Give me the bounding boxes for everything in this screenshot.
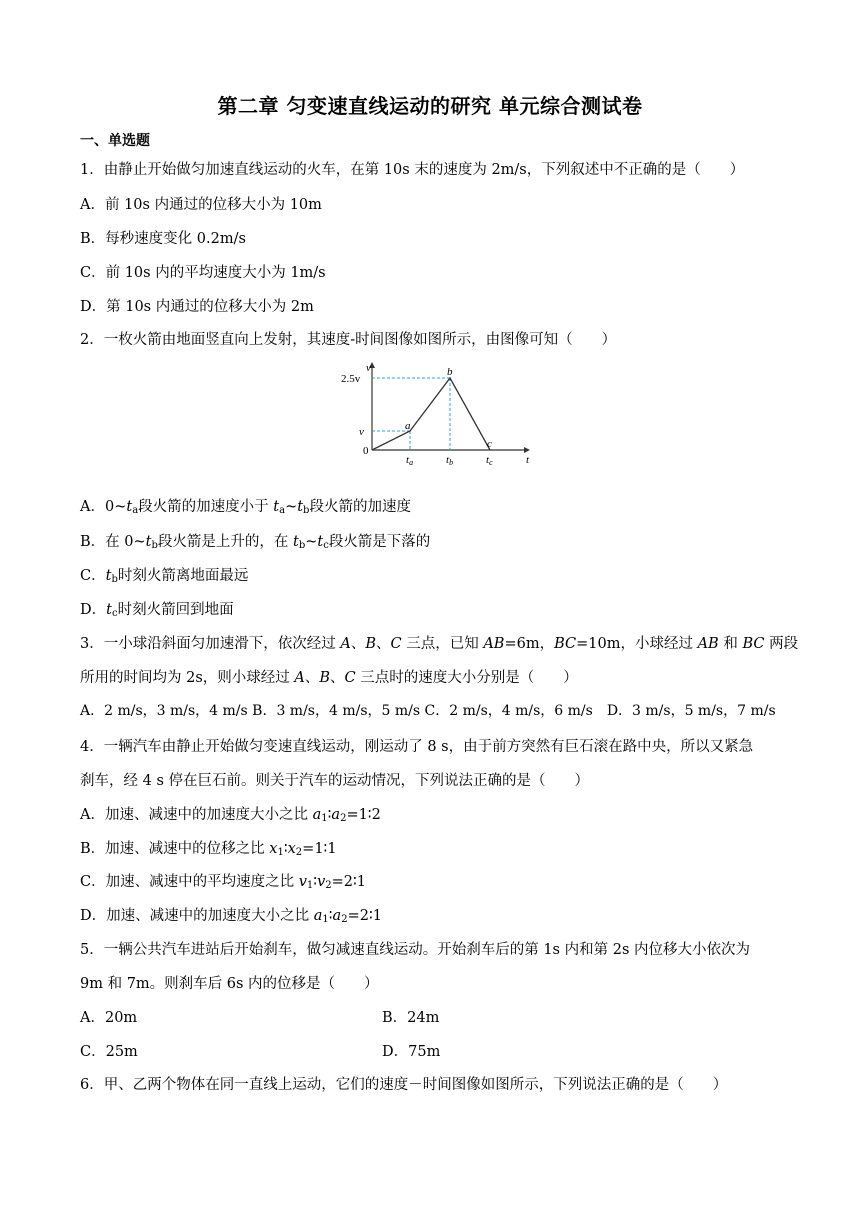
- q3-options[interactable]: A．2 m/s，3 m/s，4 m/s B．3 m/s，4 m/s，5 m/s C．2 m/s，4 m/s，6 m/s D．3 m/s，5 m/s，7 m/s: [80, 703, 776, 719]
- q2-option-b[interactable]: B．在 $0\sim t_b$段火箭是上升的，在 $t_b\sim t_c$段火箭是下落的: [80, 534, 431, 551]
- q1-option-b[interactable]: B．每秒速度变化 0.2m/s: [80, 231, 246, 247]
- tick-v: v: [359, 426, 364, 438]
- q4-option-a[interactable]: A．加速、减速中的加速度大小之比 $a_1∶a_2=1∶2$: [80, 807, 381, 824]
- q5-stem-line2: 9m 和 7m。则刹车后 6s 内的位移是（ ）: [80, 976, 379, 992]
- q1-stem: 1．由静止开始做匀加速直线运动的火车，在第 10s 末的速度为 2m/s，下列叙述中不正确的是（ ）: [80, 162, 745, 178]
- q4-option-c[interactable]: C．加速、减速中的平均速度之比 $v_1∶v_2=2∶1$: [80, 874, 367, 891]
- vt-curve: [372, 378, 490, 450]
- section-heading: 一、单选题: [80, 133, 150, 149]
- q3-stem-line2: 所用的时间均为 2s，则小球经过 A、B、C 三点时的速度大小分别是（ ）: [80, 670, 578, 686]
- q1-option-a[interactable]: A．前 10s 内通过的位移大小为 10m: [80, 197, 322, 213]
- point-b: b: [447, 366, 453, 378]
- tick-tb: tb: [446, 454, 454, 466]
- q4-stem-line1: 4．一辆汽车由静止开始做匀变速直线运动，刚运动了 8 s，由于前方突然有巨石滚在路中央，所以又紧急: [80, 739, 754, 755]
- q5-option-c[interactable]: C．25m: [80, 1044, 138, 1060]
- q1-option-d[interactable]: D．第 10s 内通过的位移大小为 2m: [80, 299, 314, 315]
- q4-option-b[interactable]: B．加速、减速中的位移之比 $x_1∶x_2=1∶1$: [80, 841, 337, 858]
- q2-option-d[interactable]: D．$t_c$时刻火箭回到地面: [80, 602, 234, 619]
- t-axis-label: t: [526, 454, 530, 466]
- q2-stem: 2．一枚火箭由地面竖直向上发射，其速度-时间图像如图所示，由图像可知（ ）: [80, 332, 617, 348]
- point-a: a: [405, 420, 411, 432]
- v-axis-label: v: [366, 362, 371, 374]
- origin-label: 0: [363, 445, 369, 457]
- q5-option-b[interactable]: B．24m: [382, 1010, 440, 1026]
- q3-stem-line1: 3．一小球沿斜面匀加速滑下，依次经过 A、B、C 三点，已知 AB=6m，BC=10m，小球经过 AB 和 BC 两段: [80, 636, 799, 652]
- q4-option-d[interactable]: D．加速、减速中的加速度大小之比 $a_1∶a_2=2∶1$: [80, 908, 382, 925]
- t-axis-arrow: [524, 447, 530, 453]
- q2-option-c[interactable]: C．$t_b$时刻火箭离地面最远: [80, 568, 249, 585]
- tick-25v: 2.5v: [341, 373, 361, 385]
- q5-option-d[interactable]: D．75m: [382, 1044, 441, 1060]
- q5-stem-line1: 5．一辆公共汽车进站后开始刹车，做匀减速直线运动。开始刹车后的第 1s 内和第 2s 内位移大小依次为: [80, 942, 750, 958]
- page-title: 第二章 匀变速直线运动的研究 单元综合测试卷: [217, 94, 643, 118]
- tick-tc: tc: [486, 454, 493, 466]
- q2-option-a[interactable]: A．$0\sim t_a$段火箭的加速度小于 $t_a\sim t_b$段火箭的加速度: [80, 499, 411, 516]
- q5-option-a[interactable]: A．20m: [80, 1010, 138, 1026]
- velocity-time-graph: [330, 362, 530, 466]
- q4-stem-line2: 刹车，经 4 s 停在巨石前。则关于汽车的运动情况，下列说法正确的是（ ）: [80, 773, 589, 789]
- point-c: c: [487, 438, 492, 450]
- q6-stem: 6．甲、乙两个物体在同一直线上运动，它们的速度－时间图像如图所示，下列说法正确的是（ ）: [80, 1077, 728, 1093]
- tick-ta: ta: [406, 454, 414, 466]
- q1-option-c[interactable]: C．前 10s 内的平均速度大小为 1m/s: [80, 265, 326, 281]
